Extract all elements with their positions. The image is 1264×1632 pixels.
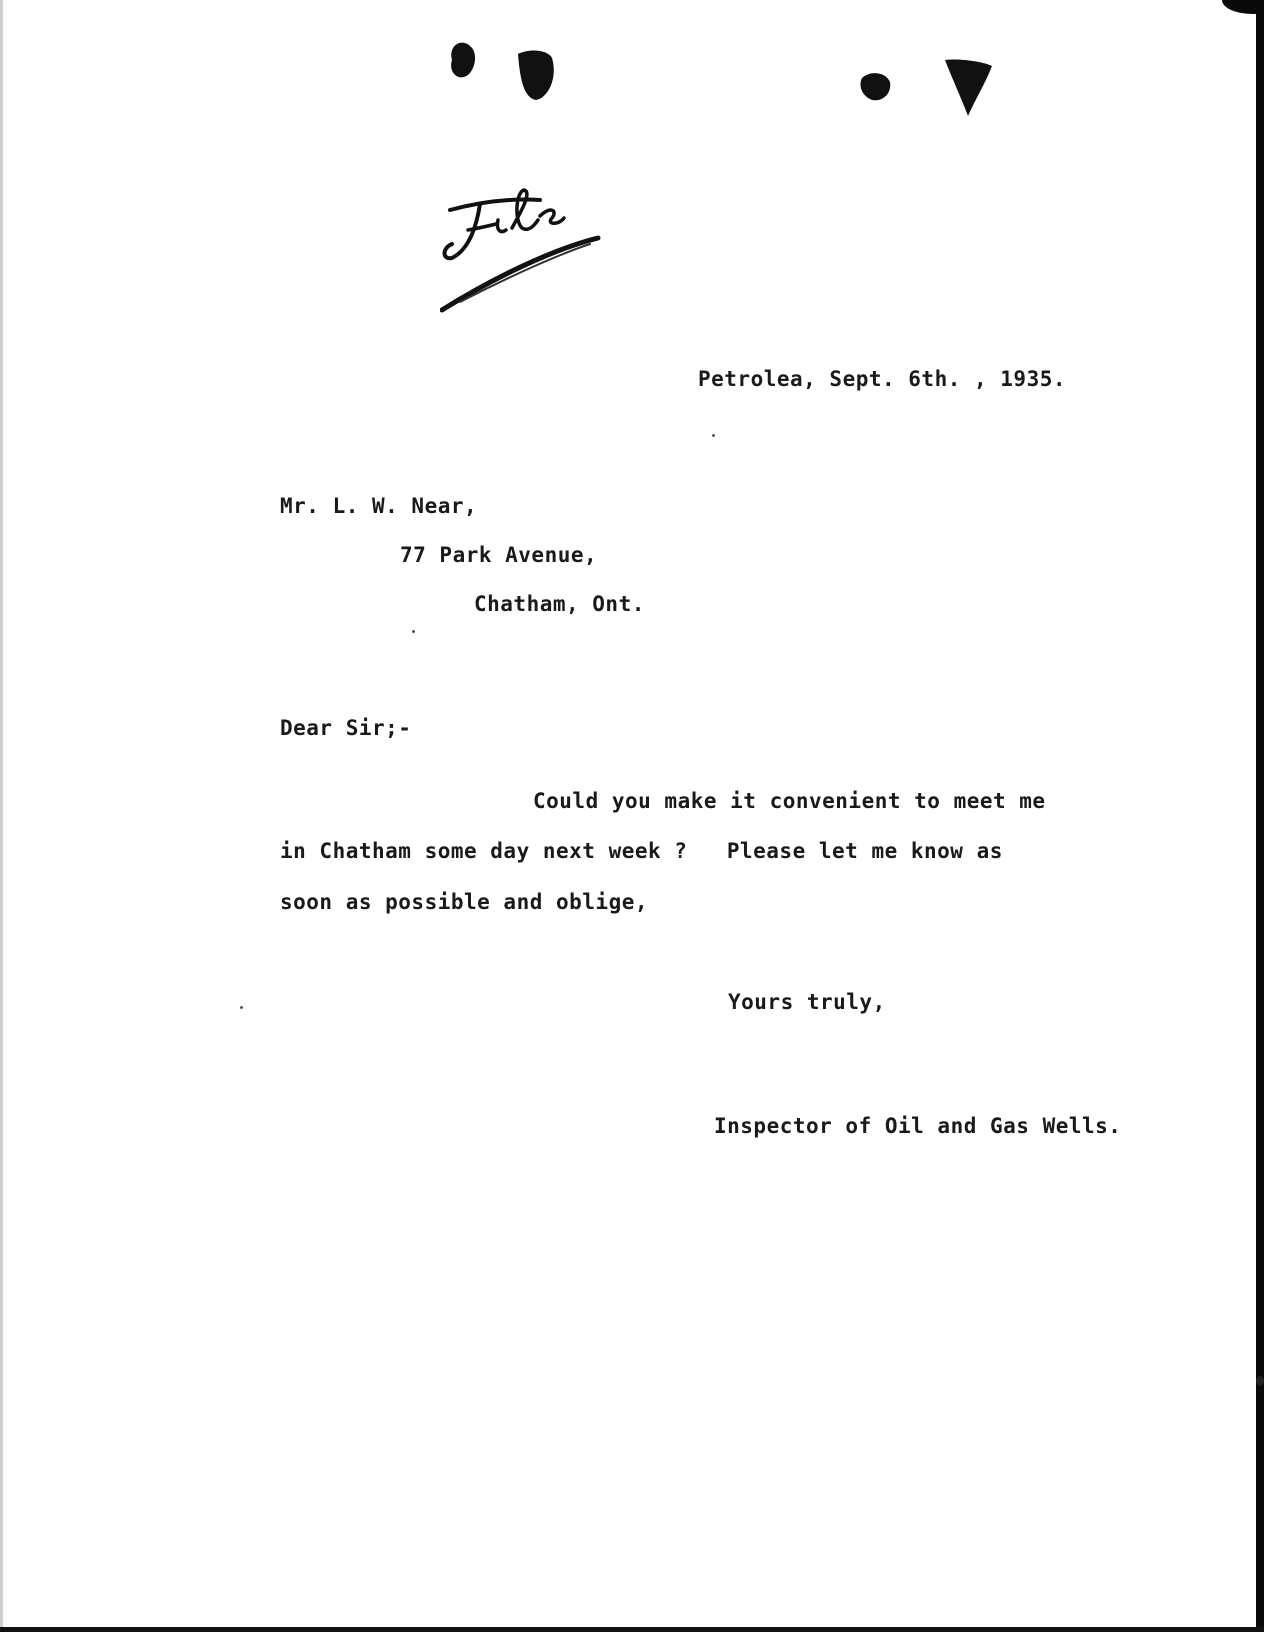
salutation: Dear Sir;- <box>280 716 412 740</box>
place-and-date: Petrolea, Sept. 6th. , 1935. <box>698 367 1067 391</box>
paper-speck <box>240 1006 243 1009</box>
signature-title: Inspector of Oil and Gas Wells. <box>714 1114 1122 1138</box>
punch-hole-2 <box>518 51 554 100</box>
page-left-shadow <box>0 0 3 1632</box>
body-line-1: Could you make it convenient to meet me <box>533 789 1046 813</box>
punch-hole-3 <box>860 73 890 100</box>
handwritten-file-annotation <box>440 180 630 320</box>
punch-hole-1 <box>451 43 475 78</box>
page-bottom-edge <box>0 1627 1264 1632</box>
punch-hole-4 <box>945 59 992 116</box>
closing: Yours truly, <box>728 990 886 1014</box>
paper-speck <box>1256 1376 1264 1386</box>
body-line-3: soon as possible and oblige, <box>280 890 649 914</box>
punch-holes <box>440 20 1000 120</box>
recipient-street: 77 Park Avenue, <box>400 543 598 567</box>
recipient-name: Mr. L. W. Near, <box>280 494 478 518</box>
page-right-edge <box>1256 0 1264 1632</box>
body-line-2: in Chatham some day next week ? Please let me know as <box>280 839 1003 863</box>
recipient-city: Chatham, Ont. <box>474 592 645 616</box>
paper-speck <box>712 434 715 437</box>
paper-speck <box>412 630 415 633</box>
